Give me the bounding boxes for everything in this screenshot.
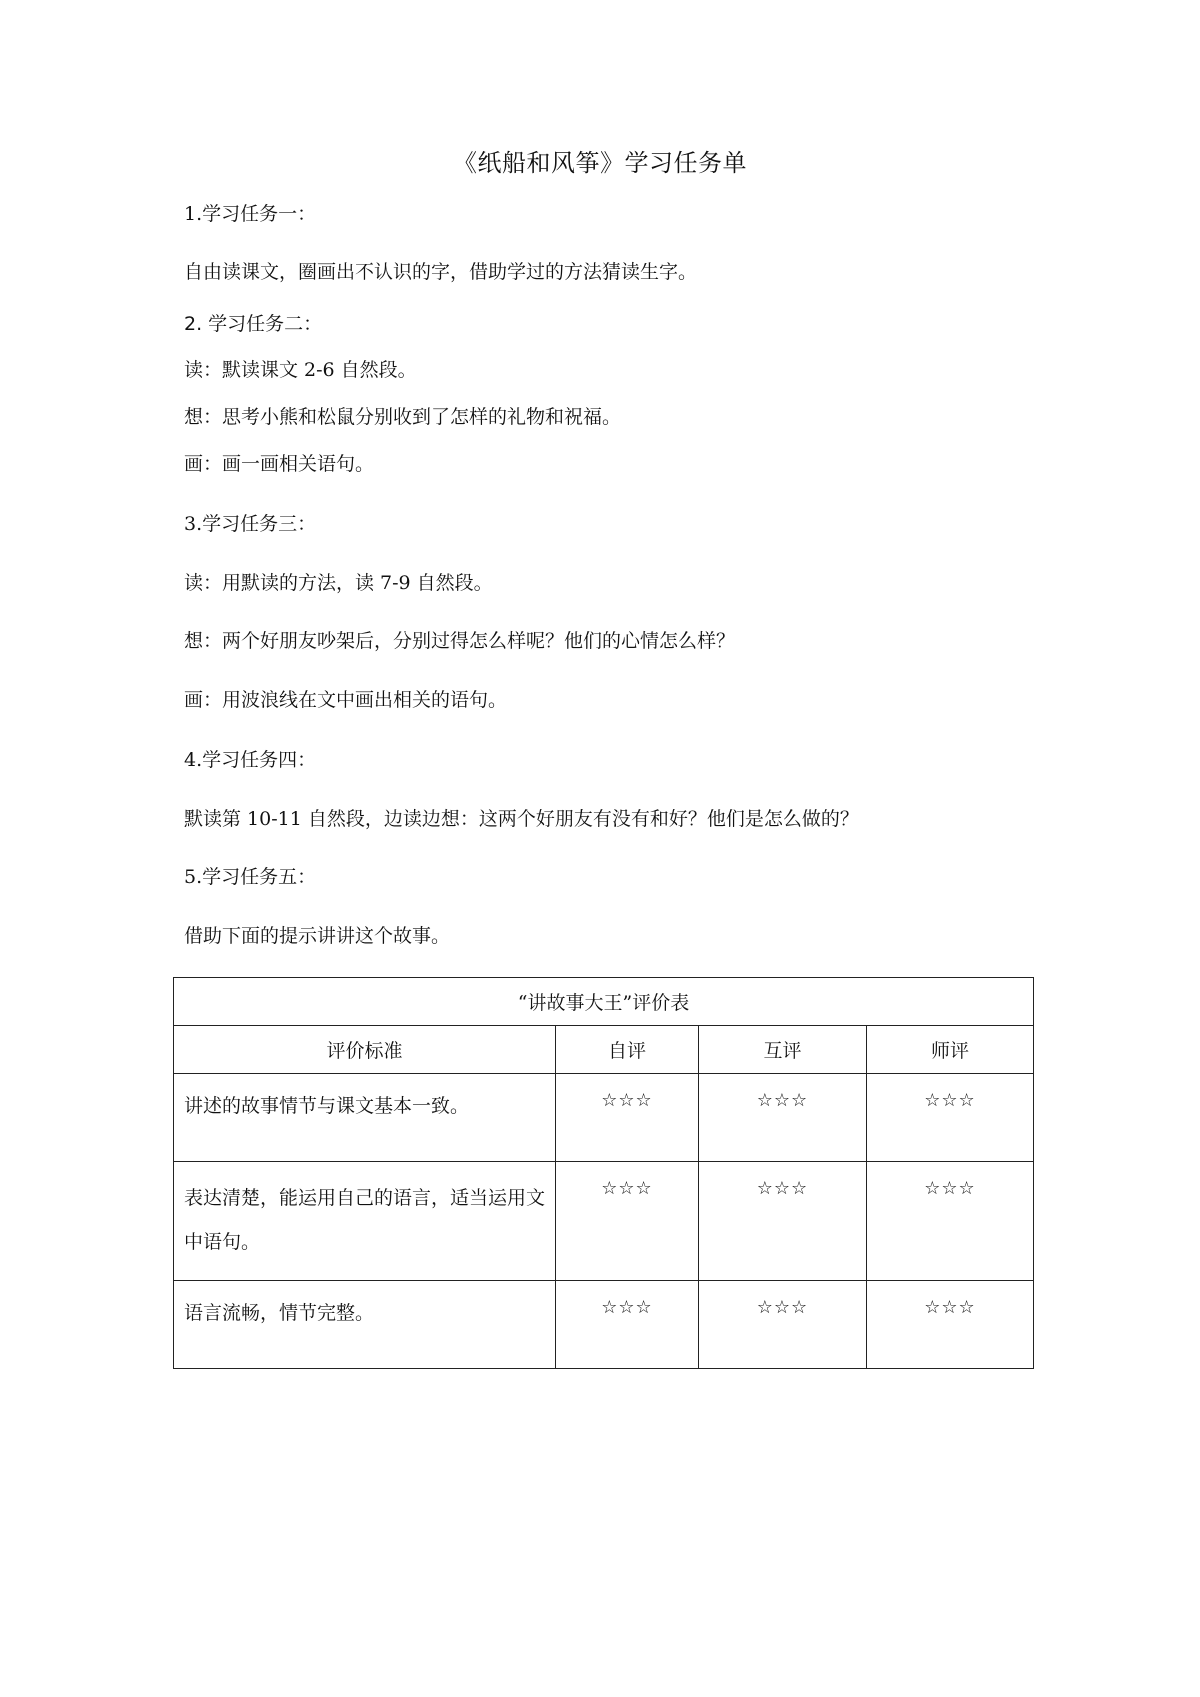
table-row	[174, 1281, 1034, 1369]
task-1-heading: 1.学习任务一：	[184, 203, 317, 225]
header-self-eval: 自评	[556, 1026, 699, 1074]
teacher-rating-stars[interactable]: ☆☆☆	[867, 1281, 1034, 1369]
teacher-rating-stars[interactable]: ☆☆☆	[867, 1162, 1034, 1281]
peer-rating-stars[interactable]: ☆☆☆	[699, 1074, 867, 1162]
teacher-rating-stars[interactable]: ☆☆☆	[867, 1074, 1034, 1162]
table-row	[174, 1162, 1034, 1281]
table-caption: “讲故事大王”评价表	[174, 978, 1034, 1026]
task-2-think: 想：思考小熊和松鼠分别收到了怎样的礼物和祝福。	[184, 406, 622, 428]
peer-rating-stars[interactable]: ☆☆☆	[699, 1281, 867, 1369]
criterion-cell: 语言流畅，情节完整。	[174, 1281, 556, 1369]
peer-rating-stars[interactable]: ☆☆☆	[699, 1162, 867, 1281]
task-3-draw: 画：用波浪线在文中画出相关的语句。	[184, 689, 508, 711]
task-4-heading: 4.学习任务四：	[184, 749, 317, 771]
task-3-think: 想：两个好朋友吵架后，分别过得怎么样呢？他们的心情怎么样？	[184, 630, 736, 652]
task-2-read: 读：默读课文 2-6 自然段。	[184, 359, 417, 381]
task-1-text: 自由读课文，圈画出不认识的字，借助学过的方法猜读生字。	[184, 261, 698, 283]
task-3-read: 读：用默读的方法，读 7-9 自然段。	[184, 572, 493, 594]
self-rating-stars[interactable]: ☆☆☆	[556, 1074, 699, 1162]
task-4-text: 默读第 10-11 自然段，边读边想：这两个好朋友有没有和好？他们是怎么做的？	[184, 808, 859, 830]
task-5-text: 借助下面的提示讲讲这个故事。	[184, 925, 451, 947]
self-rating-stars[interactable]: ☆☆☆	[556, 1281, 699, 1369]
evaluation-table	[173, 977, 1034, 1369]
header-criteria: 评价标准	[174, 1026, 556, 1074]
task-5-heading: 5.学习任务五：	[184, 866, 317, 888]
criterion-cell: 表达清楚，能运用自己的语言，适当运用文中语句。	[174, 1162, 556, 1281]
task-3-heading: 3.学习任务三：	[184, 513, 317, 535]
self-rating-stars[interactable]: ☆☆☆	[556, 1162, 699, 1281]
criterion-cell: 讲述的故事情节与课文基本一致。	[174, 1074, 556, 1162]
header-teacher-eval: 师评	[867, 1026, 1034, 1074]
table-row	[174, 1074, 1034, 1162]
task-2-heading: 2. 学习任务二：	[184, 313, 323, 335]
task-2-draw: 画：画一画相关语句。	[184, 453, 375, 475]
header-peer-eval: 互评	[699, 1026, 867, 1074]
page-title: 《纸船和风筝》学习任务单	[453, 149, 747, 177]
